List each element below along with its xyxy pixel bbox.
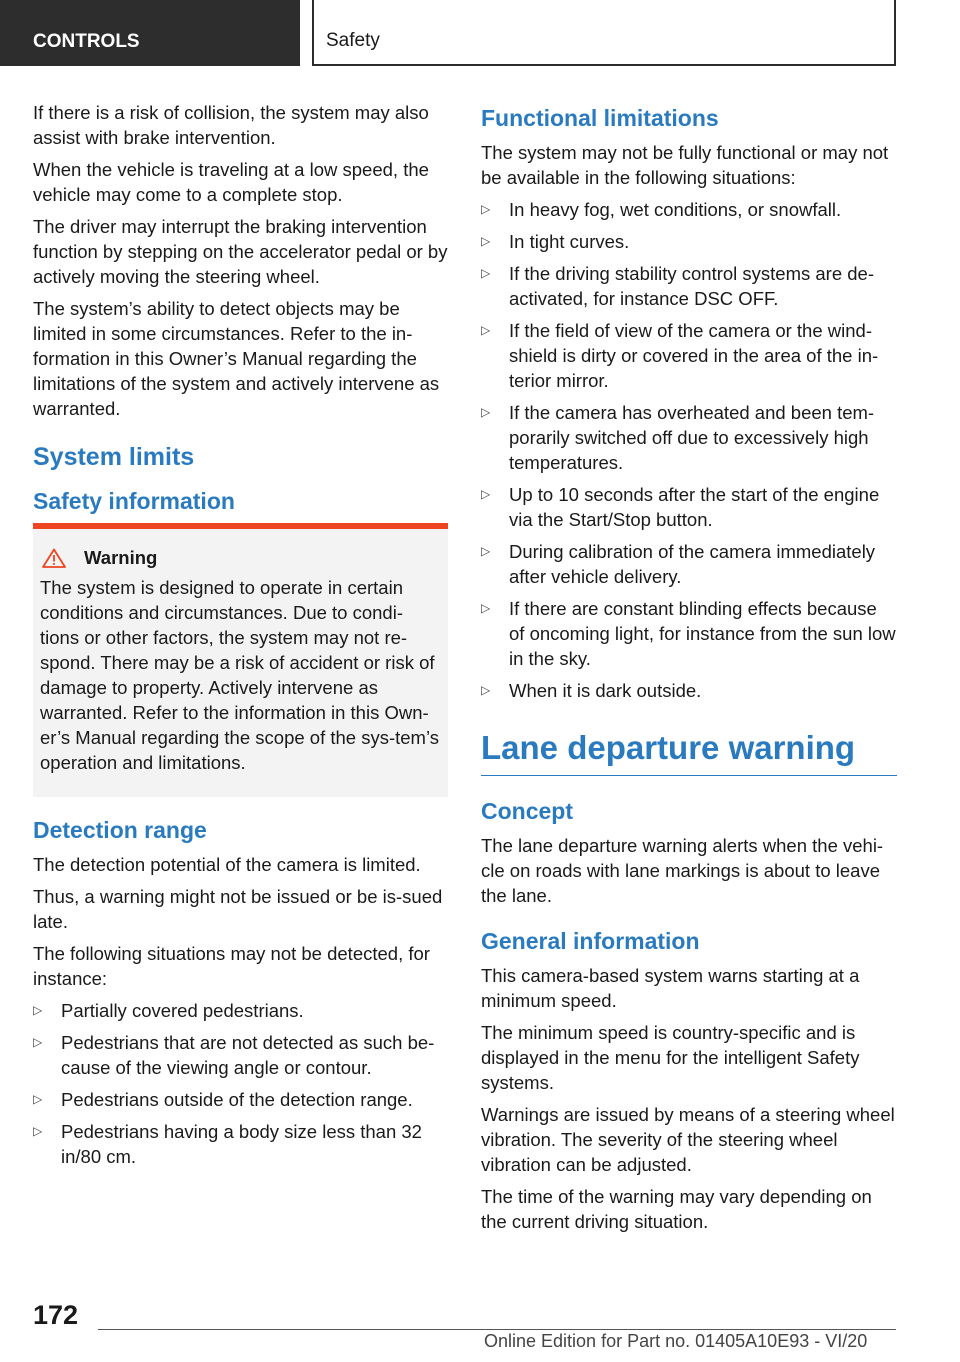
heading-lane-departure-warning: Lane departure warning — [481, 729, 897, 776]
paragraph: The driver may interrupt the braking intervention function by stepping on the accelerator pedal or by actively moving the steering wheel. — [33, 216, 448, 287]
list-item: ▷ If there are constant blinding effects because of oncoming light, for instance from the sun low in the sky. — [481, 598, 896, 669]
page-header — [0, 0, 960, 66]
warning-label: Warning — [84, 547, 158, 568]
footer-edition: Online Edition for Part no. 01405A10E93 - VI/20 — [484, 1331, 868, 1351]
list-item: ▷ Up to 10 seconds after the start of the engine via the Start/Stop button. — [481, 484, 880, 530]
heading-safety-information: Safety information — [33, 488, 235, 514]
paragraph: The minimum speed is country-specific and is displayed in the menu for the intelligent Safety systems. — [481, 1022, 860, 1093]
right-column — [481, 100, 897, 1241]
heading-general-information: General information — [481, 928, 700, 954]
paragraph: The following situations may not be detected, for instance: — [33, 943, 430, 989]
heading-functional-limitations: Functional limitations — [481, 105, 719, 131]
triangle-bullet-icon: ▷ — [481, 601, 491, 615]
paragraph: The lane departure warning alerts when the vehi‐cle on roads with lane markings is about to leave the lane. — [481, 835, 884, 906]
paragraph: The time of the warning may vary depending on the current driving situation. — [481, 1186, 872, 1232]
detection-list — [33, 998, 448, 1169]
paragraph: Thus, a warning might not be issued or be is‐sued late. — [33, 886, 443, 932]
list-item: ▷ If the driving stability control systems are de‐activated, for instance DSC OFF. — [481, 263, 875, 309]
paragraph: The system may not be fully functional or may not be available in the following situations: — [481, 142, 889, 188]
list-item: ▷ Partially covered pedestrians. — [33, 1000, 304, 1021]
list-item: ▷ If the field of view of the camera or the wind‐shield is dirty or covered in the area of the in‐terior mirror. — [481, 320, 879, 391]
paragraph: When the vehicle is traveling at a low speed, the vehicle may come to a complete stop. — [33, 159, 429, 205]
paragraph: Warnings are issued by means of a steering wheel vibration. The severity of the steering wheel vibration can be adjusted. — [481, 1104, 895, 1175]
paragraph: The detection potential of the camera is limited. — [33, 854, 421, 875]
triangle-bullet-icon: ▷ — [481, 544, 491, 558]
warning-text: The system is designed to operate in certain conditions and circumstances. Due to condi‐tions or other factors, the system may not re‐spond. There may be a risk of accident or risk of damage to property. Actively intervene as warranted. Refer to the information in this Own‐er’s Manual regarding the scope of the sys‐tem’s operation and limitations. — [40, 577, 439, 773]
paragraph: This camera-based system warns starting at a minimum speed. — [481, 965, 860, 1011]
triangle-bullet-icon: ▷ — [481, 234, 491, 248]
page-number: 172 — [33, 1300, 79, 1330]
triangle-bullet-icon: ▷ — [481, 487, 491, 501]
section-tab: CONTROLS — [0, 0, 300, 66]
triangle-bullet-icon: ▷ — [33, 1124, 43, 1138]
heading-concept: Concept — [481, 798, 573, 824]
triangle-bullet-icon: ▷ — [33, 1035, 43, 1049]
triangle-bullet-icon: ▷ — [33, 1003, 43, 1017]
warning-title — [40, 547, 440, 569]
list-item: ▷ When it is dark outside. — [481, 680, 702, 701]
chapter-title: Safety — [312, 0, 896, 66]
triangle-bullet-icon: ▷ — [481, 202, 491, 216]
triangle-bullet-icon: ▷ — [481, 323, 491, 337]
paragraph: If there is a risk of collision, the system may also assist with brake intervention. — [33, 102, 429, 148]
warning-triangle-icon — [42, 548, 66, 568]
list-item: ▷ If the camera has overheated and been tem‐porarily switched off due to excessively high temperatures. — [481, 402, 875, 473]
heading-system-limits: System limits — [33, 443, 195, 471]
triangle-bullet-icon: ▷ — [481, 683, 491, 697]
list-item: ▷ In heavy fog, wet conditions, or snowfall. — [481, 199, 842, 220]
triangle-bullet-icon: ▷ — [481, 266, 491, 280]
list-item: ▷ Pedestrians having a body size less than 32 in/80 cm. — [33, 1121, 422, 1167]
footer-divider — [98, 1329, 896, 1330]
list-item: ▷ Pedestrians that are not detected as such be‐cause of the viewing angle or contour. — [33, 1032, 435, 1078]
triangle-bullet-icon: ▷ — [481, 405, 491, 419]
warning-box — [33, 523, 448, 797]
list-item: ▷ Pedestrians outside of the detection range. — [33, 1089, 413, 1110]
triangle-bullet-icon: ▷ — [33, 1092, 43, 1106]
heading-detection-range: Detection range — [33, 817, 207, 843]
paragraph: The system’s ability to detect objects may be limited in some circumstances. Refer to the in‐formation in this Owner’s Manual regarding the limitations of the system and actively intervene as warranted. — [33, 298, 440, 419]
left-column — [33, 100, 448, 1176]
list-item: ▷ In tight curves. — [481, 231, 630, 252]
limitations-list — [481, 197, 897, 703]
list-item: ▷ During calibration of the camera immediately after vehicle delivery. — [481, 541, 876, 587]
